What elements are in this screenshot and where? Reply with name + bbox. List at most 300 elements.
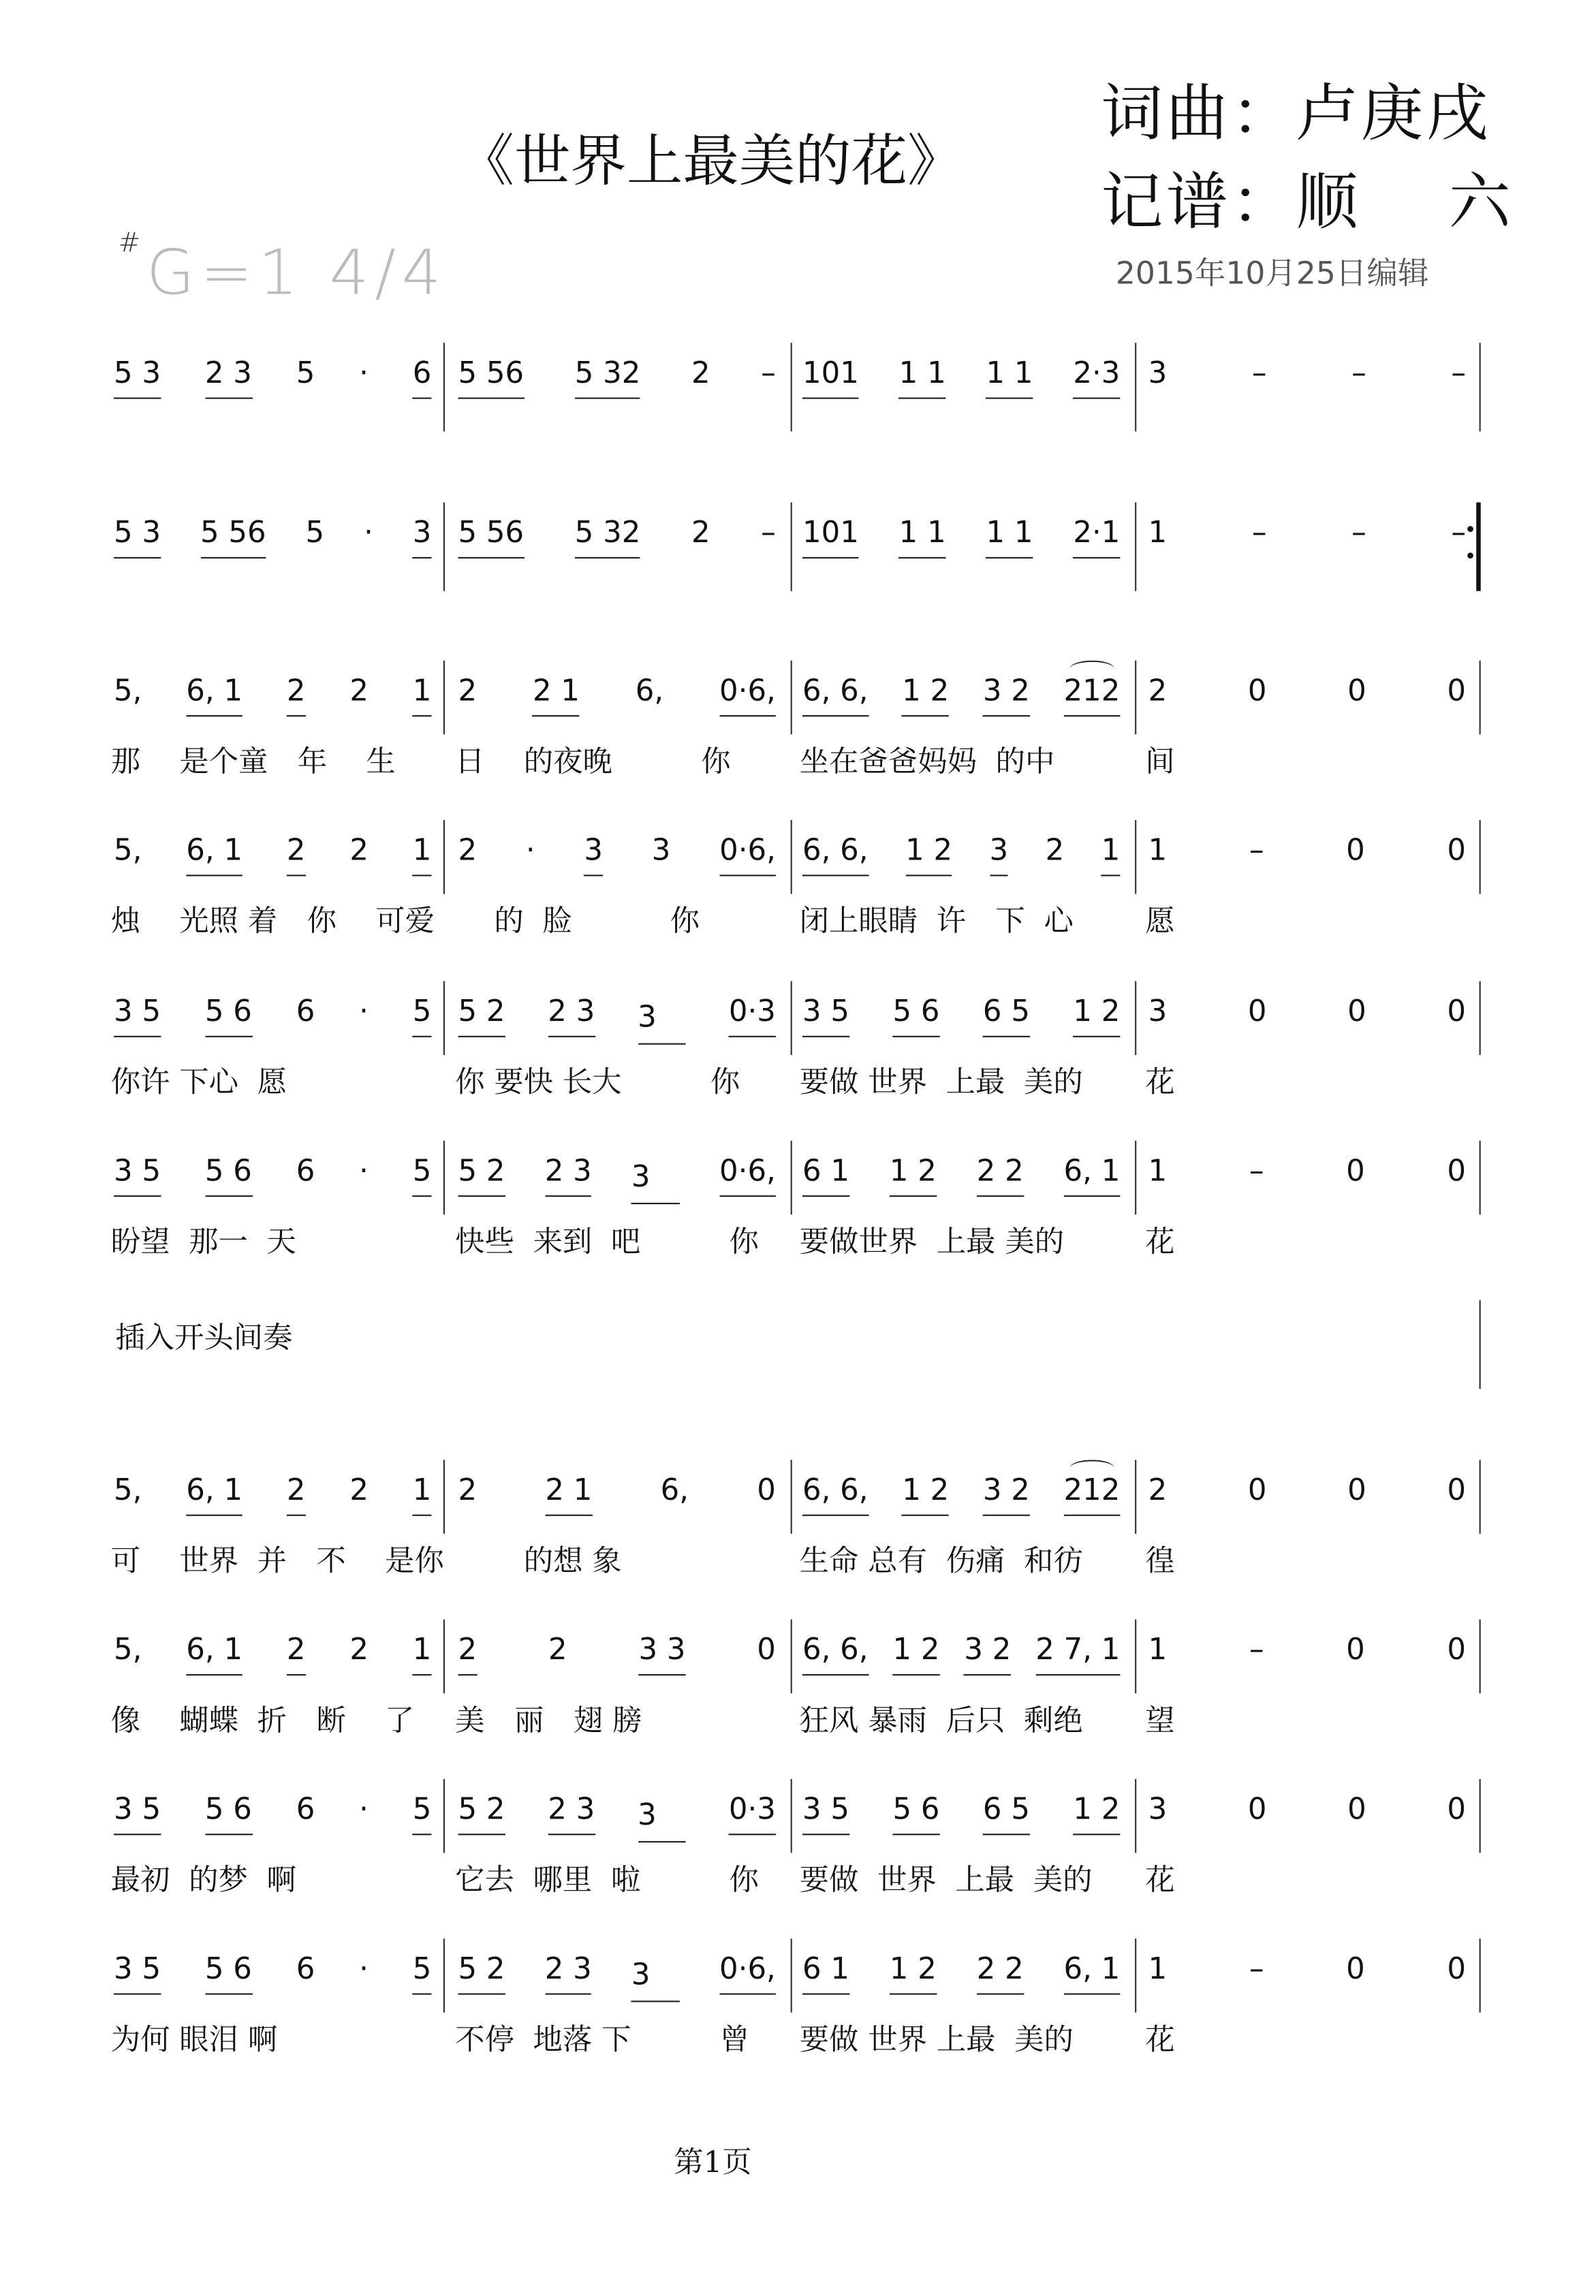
note-group xyxy=(977,1152,1024,1197)
note-group xyxy=(761,514,776,557)
measure xyxy=(1148,1631,1466,1674)
barline xyxy=(443,1779,445,1853)
note-group xyxy=(1248,672,1267,715)
note-text: 5 32 xyxy=(574,354,641,390)
note-text: 0·6, xyxy=(719,672,776,708)
note-text: 1 2 xyxy=(892,1631,940,1667)
note-text: 2·1 xyxy=(1073,514,1121,550)
barline xyxy=(1480,343,1481,431)
lyric-text: 徨 xyxy=(1145,1542,1175,1578)
note-group xyxy=(1148,514,1168,557)
note-text: 2 xyxy=(1045,832,1065,868)
note-text: 3 xyxy=(1148,992,1168,1028)
song-title: 《世界上最美的花》 xyxy=(458,128,964,194)
note-text: 0·6, xyxy=(719,1152,776,1189)
note-group xyxy=(636,672,663,715)
barline xyxy=(1480,1620,1481,1693)
note-text: 2 1 xyxy=(532,672,580,708)
measure xyxy=(114,1472,431,1516)
note-group xyxy=(1073,355,1120,399)
note-group xyxy=(802,514,859,559)
note-text: 1 2 xyxy=(1073,1791,1121,1827)
note-group xyxy=(802,1472,869,1516)
note-group xyxy=(114,1631,142,1674)
note-text: · xyxy=(359,1950,369,1986)
note-text: 0 xyxy=(1447,1152,1467,1189)
measure xyxy=(458,1152,776,1204)
note-group xyxy=(729,993,776,1037)
note-group xyxy=(1063,672,1120,717)
note-text: 1 2 xyxy=(1073,992,1121,1028)
note-group xyxy=(1248,1791,1267,1834)
note-text: 3 xyxy=(651,832,671,868)
lyric-text: 要做 世界 上最 美的 xyxy=(799,1063,1083,1100)
measure xyxy=(1148,355,1466,398)
note-group xyxy=(1064,1152,1121,1197)
lyric-text: 日 的夜晚 你 xyxy=(455,743,731,779)
note-group xyxy=(287,832,306,876)
note-group xyxy=(296,1951,315,1994)
note-group xyxy=(1064,1951,1121,1995)
note-text: 5 3 xyxy=(114,354,161,390)
note-text: 0 xyxy=(1347,992,1366,1028)
note-group xyxy=(287,672,306,717)
note-text: 212 xyxy=(1063,1471,1121,1507)
note-text: 3 5 xyxy=(114,1950,161,1986)
note-text: 5 6 xyxy=(892,992,940,1028)
barline xyxy=(1480,1779,1481,1853)
measure xyxy=(802,1152,1120,1197)
measure xyxy=(114,672,431,717)
note-text: 0 xyxy=(1447,1471,1467,1507)
measure xyxy=(802,672,1120,717)
note-group xyxy=(349,1472,369,1515)
note-group xyxy=(691,514,710,557)
note-text: 2 xyxy=(286,1631,306,1667)
note-group xyxy=(413,514,432,559)
barline xyxy=(1480,1300,1481,1389)
note-group xyxy=(296,355,315,398)
note-group xyxy=(983,1791,1030,1835)
note-group xyxy=(1447,1631,1466,1674)
note-group xyxy=(1046,832,1065,875)
barline xyxy=(791,661,792,734)
note-group xyxy=(287,1472,306,1516)
note-group xyxy=(1148,832,1168,875)
note-group xyxy=(186,832,242,876)
note-text: 0·6, xyxy=(719,832,776,868)
measure xyxy=(1148,1472,1466,1515)
note-group xyxy=(1447,832,1466,875)
note-group xyxy=(1347,672,1366,715)
note-text: 3 xyxy=(584,832,604,868)
lyric-text: 的想 象 xyxy=(455,1542,622,1578)
note-text: 3 5 xyxy=(802,1791,849,1827)
note-group xyxy=(349,672,369,715)
note-text: 1 xyxy=(1148,832,1168,868)
barline xyxy=(1480,1938,1481,2012)
note-text: 1 2 xyxy=(889,1950,937,1986)
note-group xyxy=(905,832,952,876)
note-group xyxy=(458,672,478,715)
barline xyxy=(1135,820,1136,894)
note-text: 5, xyxy=(114,1631,142,1667)
note-text: 5 2 xyxy=(458,992,505,1028)
note-text: 0 xyxy=(1346,1152,1365,1189)
measure xyxy=(458,1631,776,1676)
slur-mark xyxy=(1069,1460,1114,1476)
note-text: 6 xyxy=(296,1152,315,1189)
note-group xyxy=(757,1472,776,1515)
note-group xyxy=(114,672,142,715)
note-text: 2 xyxy=(691,514,710,550)
note-text: 5 56 xyxy=(458,514,525,550)
note-group xyxy=(802,1631,869,1676)
note-text: 5 xyxy=(412,1791,432,1827)
barline xyxy=(443,1938,445,2012)
note-group xyxy=(1451,514,1466,557)
measure xyxy=(114,993,431,1037)
note-group xyxy=(802,1951,849,1995)
note-text: 2 xyxy=(1148,1471,1168,1507)
lyric-text: 最初 的梦 啊 xyxy=(110,1861,296,1898)
note-text: – xyxy=(1451,514,1467,550)
note-text: 6, 1 xyxy=(186,832,243,868)
note-group xyxy=(114,514,161,559)
note-group xyxy=(349,832,369,875)
note-group xyxy=(1347,993,1366,1036)
note-group xyxy=(1346,1951,1365,1994)
note-text: 5 56 xyxy=(200,514,266,550)
note-group xyxy=(1447,672,1466,715)
note-text: 6, 6, xyxy=(802,832,869,868)
barline xyxy=(443,981,445,1054)
lyric-text: 要做 世界 上最 美的 xyxy=(799,2021,1074,2057)
note-text: 5 6 xyxy=(204,992,252,1028)
note-group xyxy=(545,1951,592,1995)
note-group xyxy=(575,355,641,399)
note-group xyxy=(1447,1152,1466,1195)
barline xyxy=(443,820,445,894)
note-group xyxy=(902,1472,949,1516)
measure xyxy=(802,355,1120,399)
note-text: 5 6 xyxy=(204,1950,252,1986)
measure xyxy=(458,1951,776,2002)
staff-row xyxy=(0,1471,1596,1578)
note-text: 5 2 xyxy=(458,1152,505,1189)
note-group xyxy=(1073,1791,1120,1835)
lyric-text: 愿 xyxy=(1145,902,1175,939)
note-group xyxy=(890,1152,937,1197)
note-group xyxy=(359,355,369,398)
note-text: 3 xyxy=(412,514,432,550)
lyric-text: 像 蝴蝶 折 断 了 xyxy=(110,1702,415,1738)
note-group xyxy=(1249,1631,1264,1674)
note-text: 1 xyxy=(412,1631,432,1667)
note-text: 2 xyxy=(349,1631,369,1667)
staff-row xyxy=(0,1791,1596,1898)
lyric-text: 花 xyxy=(1145,1223,1175,1259)
note-group xyxy=(1346,1631,1365,1674)
note-text: 5 xyxy=(412,1950,432,1986)
note-text: 2 2 xyxy=(976,1950,1024,1986)
note-group xyxy=(802,672,869,717)
lyric-text: 烛 光照 着 你 可爱 xyxy=(110,902,435,939)
note-group xyxy=(359,993,369,1036)
measure xyxy=(802,993,1120,1037)
note-group xyxy=(691,355,710,398)
note-text: 0 xyxy=(1247,1471,1267,1507)
note-group xyxy=(631,1951,680,2002)
barline xyxy=(443,1620,445,1693)
note-text: – xyxy=(1251,354,1267,390)
lyric-text: 你许 下心 愿 xyxy=(110,1063,287,1100)
barline xyxy=(791,820,792,894)
note-text: 2 xyxy=(458,1631,478,1667)
staff-row xyxy=(0,672,1596,779)
measure xyxy=(458,1791,776,1842)
note-text: 0 xyxy=(1447,832,1467,868)
key-signature xyxy=(118,227,448,309)
barline xyxy=(791,503,792,591)
barline xyxy=(791,1141,792,1214)
barline xyxy=(791,981,792,1054)
barline xyxy=(1135,343,1136,431)
note-text: 1 xyxy=(1101,832,1121,868)
note-group xyxy=(1351,514,1366,557)
note-group xyxy=(761,355,776,398)
note-text: 2 xyxy=(349,672,369,708)
note-text: 1 xyxy=(412,1471,432,1507)
note-text: 6, xyxy=(635,672,664,708)
note-group xyxy=(458,832,478,875)
note-text: 6, 1 xyxy=(1063,1152,1121,1189)
note-group xyxy=(114,1791,161,1835)
note-text: 1 xyxy=(412,832,432,868)
note-group xyxy=(359,1152,369,1195)
note-text: 2 3 xyxy=(544,1152,592,1189)
measure xyxy=(114,355,431,399)
note-group xyxy=(719,1152,776,1197)
note-group xyxy=(1346,832,1365,875)
measure xyxy=(114,1152,431,1197)
note-text: 0 xyxy=(1447,672,1467,708)
measure xyxy=(114,1791,431,1835)
measure xyxy=(1148,832,1466,875)
barline xyxy=(1480,981,1481,1054)
note-text: – xyxy=(1451,354,1467,390)
note-group xyxy=(899,355,946,399)
note-text: 6 xyxy=(296,992,315,1028)
note-group xyxy=(296,1791,315,1834)
note-text: 5 6 xyxy=(892,1791,940,1827)
note-text: 0 xyxy=(1447,1791,1467,1827)
lyric-text: 它去 哪里 啦 你 xyxy=(455,1861,759,1898)
note-text: 1 2 xyxy=(905,832,953,868)
note-text: 2·3 xyxy=(1073,354,1121,390)
lyric-text: 那 是个童 年 生 xyxy=(110,743,396,779)
note-group xyxy=(186,1472,242,1516)
note-group xyxy=(186,672,242,717)
note-group xyxy=(114,1152,161,1197)
note-group xyxy=(1351,355,1366,398)
edit-date: 2015年10月25日编辑 xyxy=(1115,255,1429,292)
note-group xyxy=(1451,355,1466,398)
note-text: 2 xyxy=(286,832,306,868)
note-group xyxy=(990,832,1009,876)
note-group xyxy=(413,832,432,876)
lyric-text: 快些 来到 吧 你 xyxy=(455,1223,759,1259)
note-text: 2 3 xyxy=(548,992,595,1028)
note-text: · xyxy=(359,992,369,1028)
note-text: 6 1 xyxy=(802,1950,849,1986)
note-text: 0 xyxy=(757,1471,776,1507)
note-group xyxy=(631,1152,680,1204)
barline xyxy=(1135,1460,1136,1533)
note-group xyxy=(661,1472,689,1515)
note-group xyxy=(205,1152,252,1197)
note-text: 5 2 xyxy=(458,1791,505,1827)
barline xyxy=(443,503,445,591)
note-text: 2 xyxy=(286,1471,306,1507)
note-text: · xyxy=(364,514,373,550)
note-group xyxy=(892,993,939,1037)
note-text: – xyxy=(1249,1152,1264,1189)
note-text: 6, 6, xyxy=(802,672,869,708)
note-group xyxy=(1347,1472,1366,1515)
note-group xyxy=(1148,1791,1168,1834)
note-text: 5 xyxy=(305,514,325,550)
note-group xyxy=(186,1631,242,1676)
measure xyxy=(1148,514,1466,557)
staff-row xyxy=(0,992,1596,1100)
note-text: 0 xyxy=(1347,1471,1366,1507)
note-group xyxy=(1252,355,1267,398)
note-group xyxy=(1252,514,1267,557)
note-group xyxy=(1148,1631,1168,1674)
note-text: 1 xyxy=(412,672,432,708)
note-text: 6, 1 xyxy=(186,1631,243,1667)
note-group xyxy=(802,1791,849,1835)
note-text: 5 3 xyxy=(114,514,161,550)
note-group xyxy=(899,514,946,559)
note-group xyxy=(114,993,161,1037)
note-text: 2 xyxy=(349,832,369,868)
note-text: 0 xyxy=(1247,672,1267,708)
lyric-text: 可 世界 并 不 是你 xyxy=(110,1542,444,1578)
note-text: 3 xyxy=(631,1158,680,1194)
note-text: 1 xyxy=(1148,1631,1168,1667)
transcriber-credit: 记谱：顺 六 xyxy=(1101,165,1514,238)
note-text: 5, xyxy=(114,1471,142,1507)
note-group xyxy=(1447,1472,1466,1515)
note-group xyxy=(526,832,535,875)
note-group xyxy=(1249,832,1264,875)
barline xyxy=(791,1460,792,1533)
barline xyxy=(1135,661,1136,734)
note-group xyxy=(802,355,859,399)
note-group xyxy=(306,514,325,557)
note-text: 1 2 xyxy=(902,1471,950,1507)
note-text: 5 56 xyxy=(458,354,525,390)
lyric-text: 的 脸 你 xyxy=(455,902,700,939)
note-text: 3 5 xyxy=(114,1152,161,1189)
note-group xyxy=(114,1472,142,1515)
note-text: – xyxy=(761,514,776,550)
note-text: 6 5 xyxy=(982,1791,1030,1827)
note-text: 101 xyxy=(802,514,859,550)
barline xyxy=(443,1460,445,1533)
note-group xyxy=(983,993,1030,1037)
note-group xyxy=(1249,1152,1264,1195)
note-group xyxy=(205,355,252,399)
note-group xyxy=(1248,993,1267,1036)
lyric-text: 要做世界 上最 美的 xyxy=(799,1223,1065,1259)
measure xyxy=(114,514,431,559)
note-text: – xyxy=(1351,354,1366,390)
note-group xyxy=(1447,993,1466,1036)
note-text: 3 3 xyxy=(638,1631,686,1667)
page-number: 第1页 xyxy=(674,2143,752,2180)
note-text: 6, 1 xyxy=(186,672,243,708)
note-text: 2 3 xyxy=(544,1950,592,1986)
staff-row xyxy=(0,1152,1596,1259)
note-text: 6, 6, xyxy=(802,1631,869,1667)
note-text: 3 5 xyxy=(114,992,161,1028)
note-text: 3 2 xyxy=(964,1631,1012,1667)
note-group xyxy=(983,672,1030,717)
note-text: 0 xyxy=(1447,1631,1467,1667)
lyric-text: 盼望 那一 天 xyxy=(110,1223,296,1259)
note-text: 2 xyxy=(286,672,306,708)
note-text: 2 2 xyxy=(976,1152,1024,1189)
interlude-note: 插入开头间奏 xyxy=(115,1319,293,1355)
note-text: – xyxy=(1351,514,1366,550)
note-text: 3 xyxy=(1148,354,1168,390)
barline xyxy=(443,1141,445,1214)
note-group xyxy=(114,832,142,875)
note-group xyxy=(757,1631,776,1674)
measure xyxy=(114,832,431,876)
note-group xyxy=(413,672,432,717)
note-group xyxy=(548,993,595,1037)
measure xyxy=(1148,1152,1466,1195)
measure xyxy=(802,1631,1120,1676)
note-group xyxy=(533,672,580,717)
note-group xyxy=(205,1791,252,1835)
measure xyxy=(114,1631,431,1676)
staff-row xyxy=(0,1950,1596,2057)
note-group xyxy=(1148,1472,1168,1515)
measure xyxy=(802,1791,1120,1835)
note-text: 0 xyxy=(1346,832,1365,868)
lyric-text: 花 xyxy=(1145,1861,1175,1898)
lyric-text: 坐在爸爸妈妈 的中 xyxy=(799,743,1055,779)
note-text: 1 xyxy=(1148,1950,1168,1986)
note-group xyxy=(458,355,525,399)
note-group xyxy=(719,1951,776,1995)
note-text: 0 xyxy=(1346,1950,1365,1986)
measure xyxy=(458,514,776,559)
note-group xyxy=(1447,1791,1466,1834)
lyric-text: 间 xyxy=(1145,743,1175,779)
composer-credit: 词曲：卢庚戌 xyxy=(1101,76,1491,150)
note-text: 0·6, xyxy=(719,1950,776,1986)
measure xyxy=(458,355,776,399)
note-text: 1 2 xyxy=(889,1152,937,1189)
note-text: 2 xyxy=(458,672,478,708)
note-group xyxy=(413,1631,432,1676)
